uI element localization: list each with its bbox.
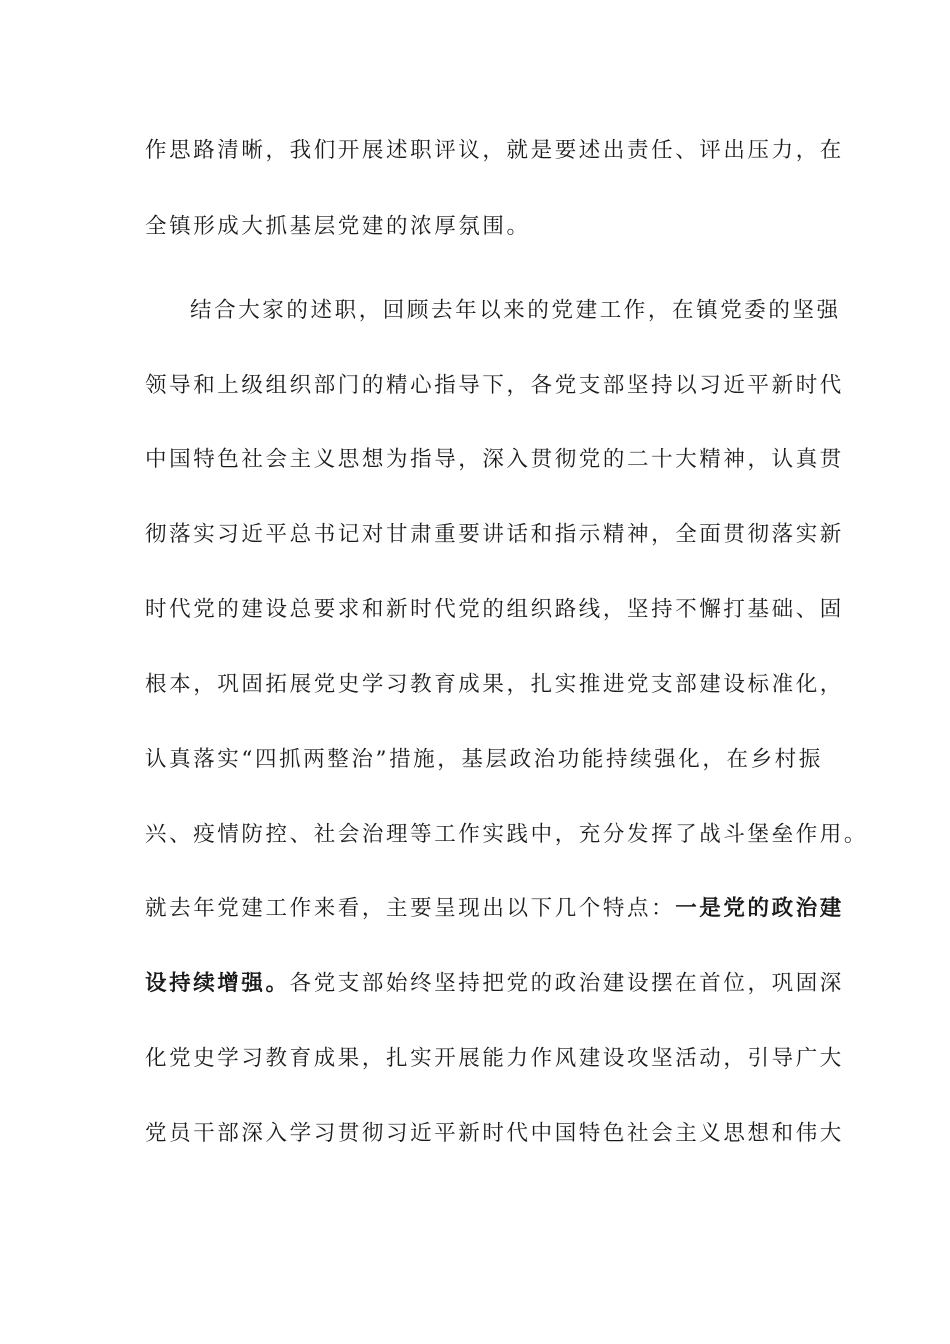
line-text: 时代党的建设总要求和新时代党的组织路线，坚持不懈打基础、固 [145,597,844,622]
paragraph-line [145,590,844,630]
paragraph-line [145,1039,844,1079]
line-text: 作思路清晰，我们开展述职评议，就是要述出责任、评出压力，在 [145,138,844,163]
paragraph-line [145,366,844,406]
paragraph-line [145,815,869,855]
line-text: 领导和上级组织部门的精心指导下，各党支部坚持以习近平新时代 [145,373,844,398]
paragraph-line [145,440,844,480]
paragraph-line [145,964,844,1004]
line-text: 兴、疫情防控、社会治理等工作实践中，充分发挥了战斗堡垒作用。 [145,822,869,847]
line-text: 彻落实习近平总书记对甘肃重要讲话和指示精神，全面贯彻落实新 [145,522,844,547]
paragraph-line [145,1114,844,1154]
paragraph-line [145,131,844,171]
paragraph-line [145,207,805,247]
line-text: 结合大家的述职，回顾去年以来的党建工作，在镇党委的坚强 [190,298,841,323]
line-text: 全镇形成大抓基层党建的浓厚氛围。 [145,214,531,239]
bold-heading-text: 设持续增强。 [145,971,290,996]
paragraph-line [145,889,844,929]
line-text: 化党史学习教育成果，扎实开展能力作风建设攻坚活动，引导广大 [145,1046,844,1071]
paragraph-line [145,515,844,555]
line-text: 党员干部深入学习贯彻习近平新时代中国特色社会主义思想和伟大 [145,1121,844,1146]
paragraph-line [145,740,823,780]
line-text: 中国特色社会主义思想为指导，深入贯彻党的二十大精神，认真贯 [145,447,844,472]
line-text: 各党支部始终坚持把党的政治建设摆在首位，巩固深 [289,971,844,996]
line-text: 认真落实“四抓两整治”措施，基层政治功能持续强化，在乡村振 [145,747,823,772]
bold-heading-text: 一是党的政治建 [675,896,844,921]
line-text: 根本，巩固拓展党史学习教育成果，扎实推进党支部建设标准化， [145,672,844,697]
line-text: 就去年党建工作来看，主要呈现出以下几个特点： [145,896,676,921]
paragraph-line [145,665,844,705]
paragraph-line [190,291,850,331]
